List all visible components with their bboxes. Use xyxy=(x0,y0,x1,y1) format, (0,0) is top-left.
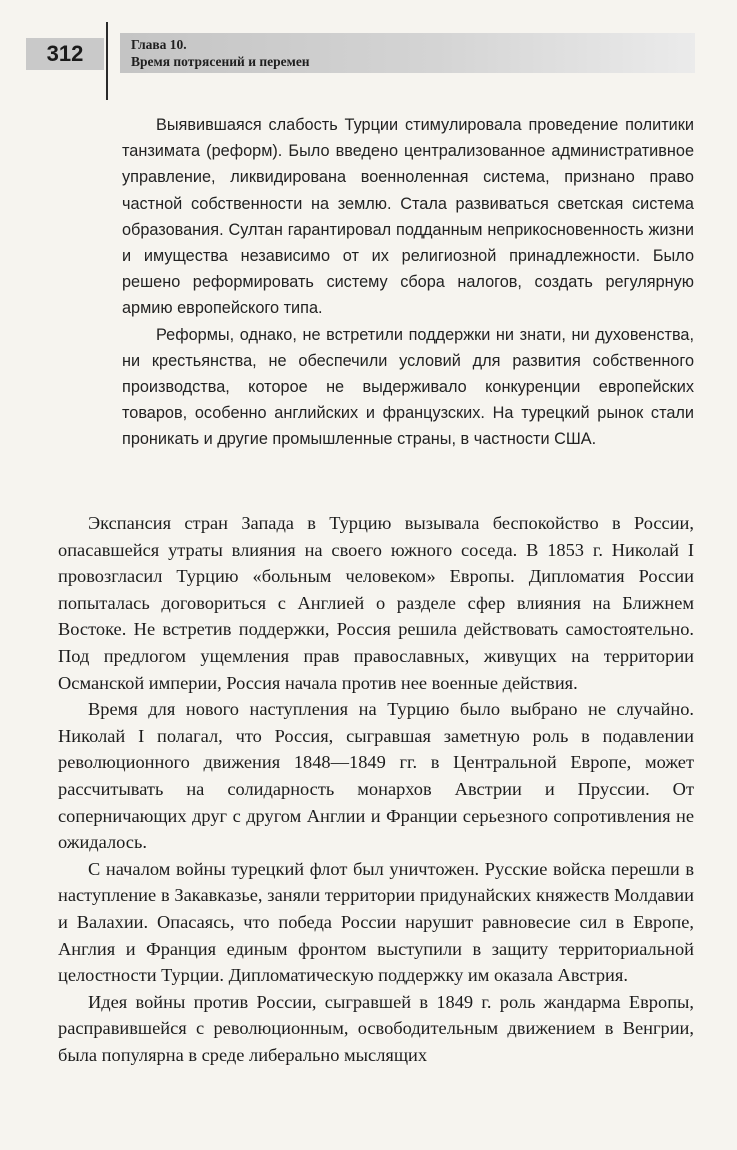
body-paragraph: Экспансия стран Запада в Турцию вызывала беспокойство в России, опасавшейся утраты влияния на своего южного соседа. В 1853 г. Николай I провозгласил Турцию «больным человеком» Европы. Дипломатия России попыталась договориться с Англией о разделе сфер влияния на Ближнем Востоке. Не встретив поддержки, Россия решила действовать самостоятельно. Под предлогом ущемления прав православных, живущих на территории Османской империи, Россия начала против нее военные действия. xyxy=(58,513,694,693)
chapter-label: Глава 10. xyxy=(131,37,187,52)
body-paragraph: С началом войны турецкий флот был уничтожен. Русские войска перешли в наступление в Закавказье, заняли территории придунайских княжеств Молдавии и Валахии. Опасаясь, что победа России нарушит равновесие сил в Европе, Англия и Франция единым фронтом выступили в защиту территориальной целостности Турции. Дипломатическую поддержку им оказала Австрия. xyxy=(58,858,694,986)
chapter-title: Время потрясений и перемен xyxy=(131,54,310,69)
body-paragraph: Время для нового наступления на Турцию было выбрано не случайно. Николай I полагал, что Россия, сыгравшая заметную роль в подавлении революционного движения 1848—1849 гг. в Центральной Европе, может рассчитывать на солидарность монархов Австрии и Пруссии. От соперничающих друг с другом Англии и Франции серьезного сопротивления не ожидалось. xyxy=(58,699,694,853)
body-paragraph: Идея войны против России, сыгравшей в 1849 г. роль жандарма Европы, расправившейся с революционным, освободительным движением в Венгрии, была популярна в среде либерально мыслящих xyxy=(58,991,694,1065)
inset-text-block xyxy=(122,112,694,453)
page-number: 312 xyxy=(26,38,104,70)
inset-paragraph: Выявившаяся слабость Турции стимулировала проведение политики танзимата (реформ). Было введено централизованное административное управление, ликвидирована военноленная система, признано право частной собственности на землю. Стала развиваться светская система образования. Султан гарантировал подданным неприкосновенность жизни и имущества независимо от их религиозной принадлежности. Было решено реформировать систему сбора налогов, создать регулярную армию европейского типа. xyxy=(122,116,694,318)
header-divider xyxy=(106,22,108,100)
inset-paragraph: Реформы, однако, не встретили поддержки ни знати, ни духовенства, ни крестьянства, не обеспечили условий для развития собственного производства, которое не выдерживало конкуренции европейских товаров, особенно английских и французских. На турецкий рынок стали проникать и другие промышленные страны, в частности США. xyxy=(122,325,694,449)
main-text-block xyxy=(58,510,694,1068)
